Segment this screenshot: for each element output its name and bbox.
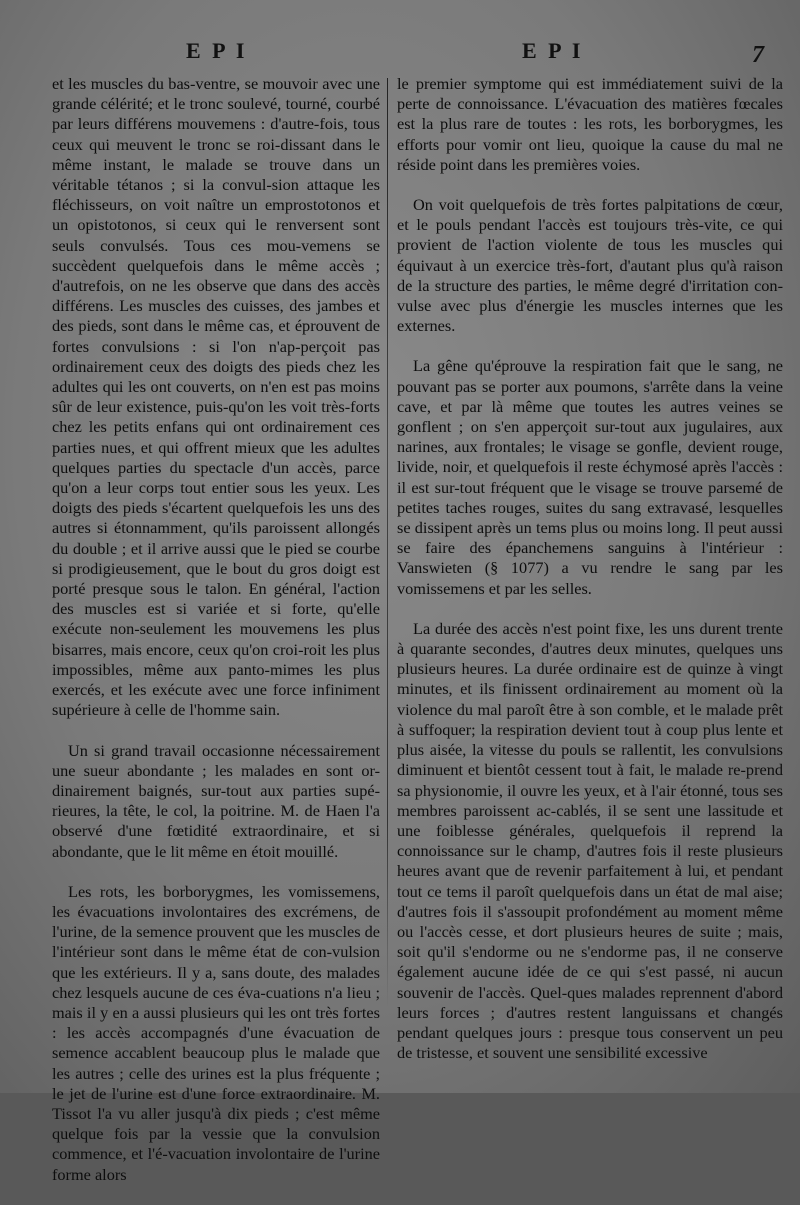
paragraph: Les rots, les borborygmes, les vomissemens, les évacuations involontaires des excrémens, de l'urine, de la semence prouvent que les muscles de l'intérieur sont dans le même état de con-vulsion que les extérieurs. Il y a, sans doute, des malades chez lesquels aucune de ces éva-cuations n'a lieu ; mais il y en a aussi plusieurs qui les ont très fortes : les accès accompagnés d'une évacuation de semence accablent beaucoup plus le malade que les autres ; celle des urines est la plus fréquente ; le jet de l'urine est d'une force extraordinaire. M. Tissot l'a vu aller jusqu'à dix pieds ; c'est même quelque fois par la vessie que la convulsion commence, et l'é-vacuation involontaire de l'urine forme alors xyxy=(52,881,380,1184)
paragraph: le premier symptome qui est immédiatement suivi de la perte de connoissance. L'évacuation des matières fœcales est la plus rare de toutes : les rots, les borborygmes, les efforts pour vomir ont lieu, quoique la cause du mal ne réside point dans les premières voies. xyxy=(397,74,783,174)
right-column xyxy=(397,74,783,1083)
right-running-head: E P I xyxy=(522,38,584,63)
paragraph: Un si grand travail occasionne nécessairement une sueur abondante ; les malades en sont or-dinairement baignés, sur-tout aux parties supé-rieures, la tête, le col, la poitrine. M. de Haen l'a observé d'une fœtidité extraordinaire, et si abondante, que le lit même en étoit mouillé. xyxy=(52,740,380,861)
page-header xyxy=(0,38,800,68)
left-running-head: E P I xyxy=(186,38,248,63)
paragraph: On voit quelquefois de très fortes palpitations de cœur, et le pouls pendant l'accès est toujours très-vite, ce qui provient de l'action violente de tous les muscles qui équivaut à un exercice très-fort, d'autant plus qu'à raison de la structure des parties, le même degré d'irritation con-vulse avec plus d'énergie les muscles internes que les externes. xyxy=(397,195,783,336)
column-divider xyxy=(387,78,388,1008)
left-column xyxy=(52,74,380,1205)
paragraph: La durée des accès n'est point fixe, les uns durent trente à quarante secondes, d'autres deux minutes, quelques uns plusieurs heures. La durée ordinaire est de quinze à vingt minutes, et ils finissent ordinairement au moment où la violence du mal paroît être à son comble, et le malade prêt à suffoquer; la respiration devient tout à coup plus lente et plus aisée, la vitesse du pouls se rallentit, les convulsions diminuent et bientôt cessent tout à fait, le malade re-prend sa physionomie, il ouvre les yeux, et à l'air étonné, tous ses membres paroissent ac-cablés, il se sent une lassitude et une foiblesse générales, quelquefois il reprend la connoissance sur le champ, d'autres fois il reste plusieurs heures avant que de revenir parfaitement à lui, et pendant tout ce tems il paroît quelquefois dans un état de mal aise; d'autres fois il s'assoupit profondément au moment même ou l'accès cesse, et dort plusieurs heures de suite ; mais, soit qu'il s'endorme ou ne s'endorme pas, il ne conserve également aucune idée de ce qui s'est passé, ni aucun souvenir de l'accès. Quel-ques malades reprennent d'abord leurs forces ; d'autres restent languissans et changés pendant quelques jours : presque tous conservent un peu de tristesse, et souvent une sensibilité excessive xyxy=(397,618,783,1063)
paragraph: et les muscles du bas-ventre, se mouvoir avec une grande célérité; et le tronc soulevé, tourné, courbé par leurs différens mouvemens : d'autre-fois, tous ceux qui meuvent le tronc se roi-dissant dans le même instant, le malade se trouve dans un véritable tétanos ; si la convul-sion attaque les fléchisseurs, on voit naître un emprostotonos et un opistotonos, si ceux qui le renversent sont seuls convulsés. Tous ces mou-vemens se succèdent quelquefois dans le même accès ; d'autrefois, on ne les observe que dans des accès différens. Les muscles des cuisses, des jambes et des pieds, sont dans le même cas, et éprouvent de fortes convulsions : si l'on n'ap-perçoit pas ordinairement ceux des doigts des pieds chez les adultes qui les ont couverts, on n'en est pas moins sûr de leur existence, puis-qu'on les voit très-forts chez les petits enfans qui ont ordinairement ces parties nues, et qui offrent mieux que les adultes quelques parties du spectacle d'un accès, parce qu'on a leur corps tout entier sous les yeux. Les doigts des pieds s'écartent quelquefois les uns des autres si étonnamment, qu'ils paroissent allongés du double ; et il arrive aussi que le pied se courbe si prodigieusement, que le bout du gros doigt est porté presque sous le talon. En général, l'action des muscles est si variée et si forte, qu'elle exécute non-seulement les mouvemens les plus bisarres, mais encore, ceux qu'on croi-roit les plus impossibles, même aux panto-mimes les plus exercés, et les exécute avec une force infiniment supérieure à celle de l'homme sain. xyxy=(52,74,380,720)
paragraph: La gêne qu'éprouve la respiration fait que le sang, ne pouvant pas se porter aux poumons, s'arrête dans la veine cave, et par là même que toutes les autres veines se gonflent ; on s'en apperçoit sur-tout aux jugulaires, aux narines, aux frontales; le visage se gonfle, devient rouge, livide, noir, et quelquefois il reste échymosé après l'accès : il est sur-tout fréquent que le visage se trouve parsemé de petites taches rouges, suites du sang extravasé, lesquelles se dissipent après un tems plus ou moins long. Il peut aussi se faire des épanchemens sanguins à l'intérieur : Vanswieten (§ 1077) a vu rendre le sang par les vomissemens et par les selles. xyxy=(397,356,783,598)
page-number: 7 xyxy=(752,42,764,68)
